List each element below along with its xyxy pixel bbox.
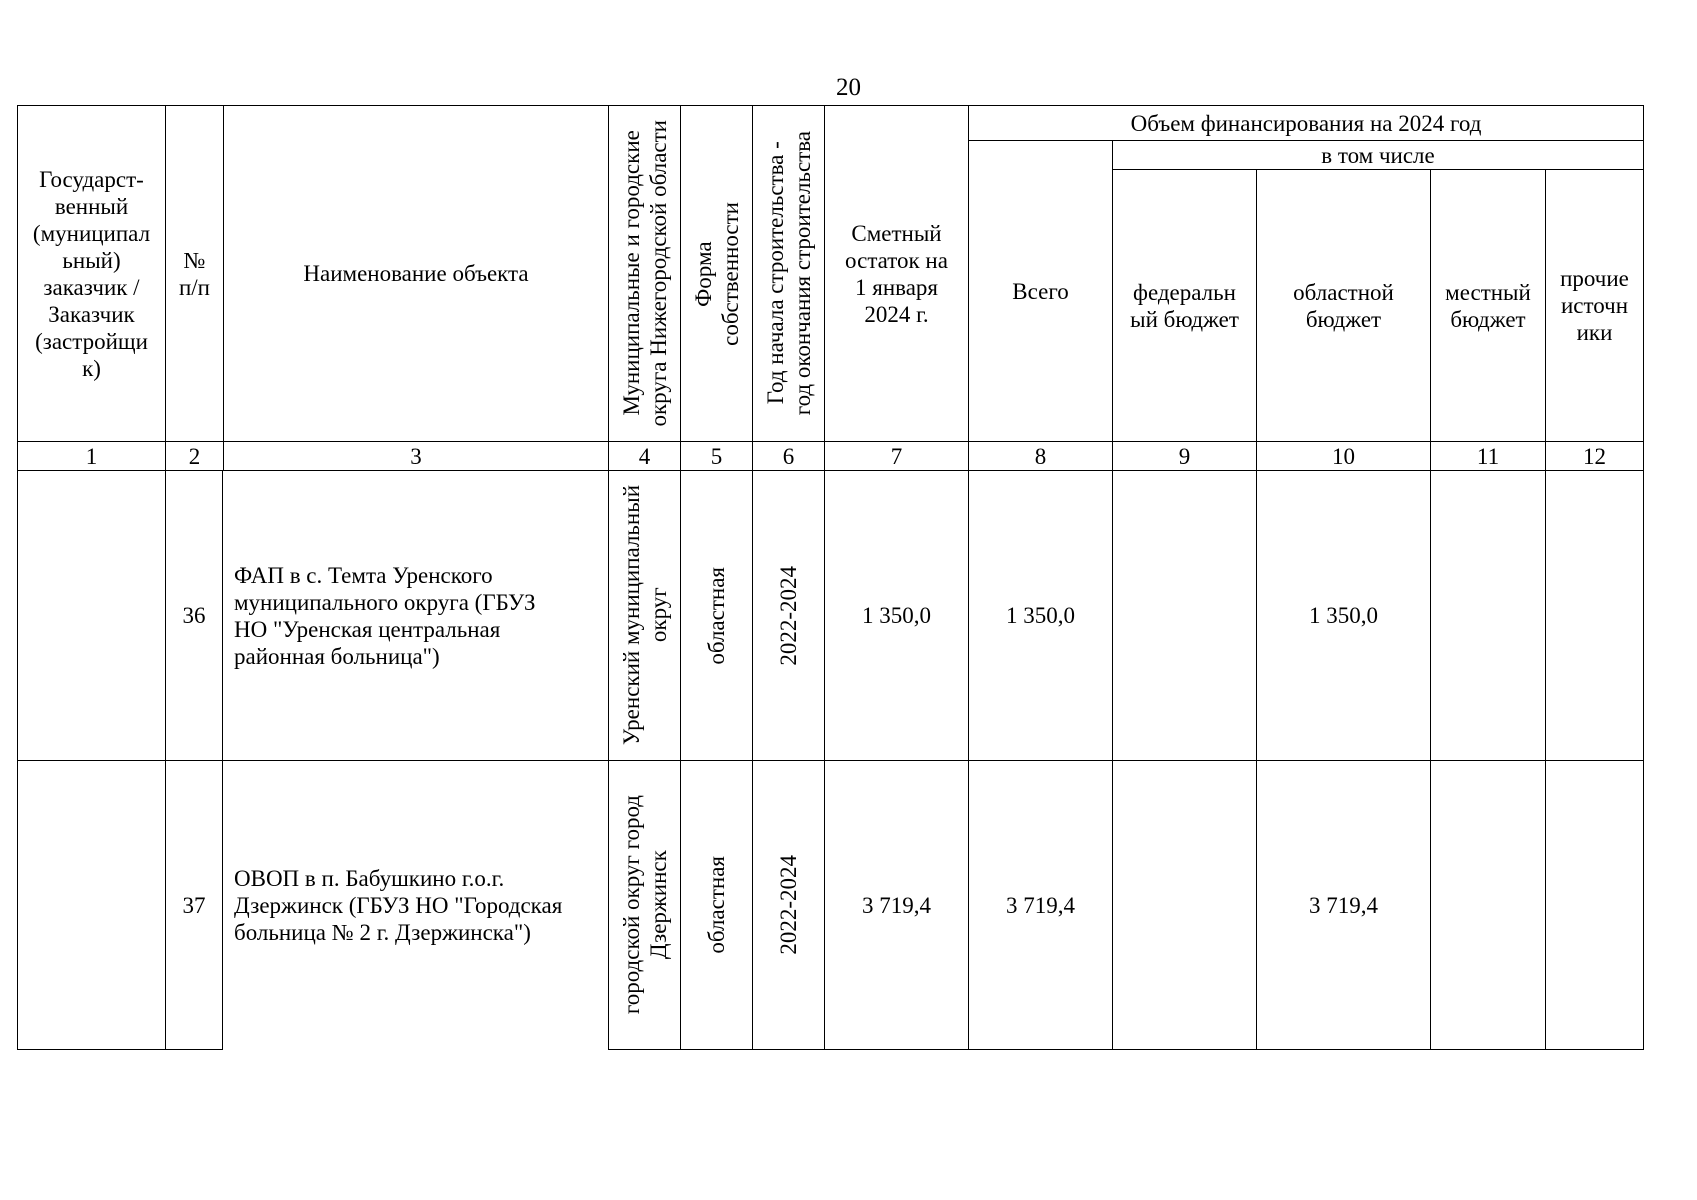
header-customer: Государст- венный (муниципал ьный) заказчик / Заказчик (застройщи к) (17, 105, 165, 441)
row-other-sources (1545, 470, 1644, 760)
header-regional-budget: областной бюджет (1256, 169, 1430, 441)
column-number: 8 (968, 441, 1112, 470)
column-number: 5 (680, 441, 752, 470)
row-total: 3 719,4 (968, 760, 1112, 1050)
column-number: 12 (1545, 441, 1644, 470)
row-object-name: ОВОП в п. Бабушкино г.о.г. Дзержинск (ГБУЗ НО "Городская больница № 2 г. Дзержинска") (223, 760, 608, 1050)
row-object-name: ФАП в с. Темта Уренского муниципального округа (ГБУЗ НО "Уренская центральная районная больница") (223, 470, 608, 760)
row-local-budget (1430, 470, 1545, 760)
row-construction-years: 2022-2024 (752, 470, 824, 760)
header-construction-years: Год начала строительства - год окончания строительства (752, 105, 824, 441)
page-number: 20 (836, 74, 861, 101)
row-estimate-balance: 3 719,4 (824, 760, 968, 1050)
column-number: 4 (608, 441, 680, 470)
row-ownership: областная (680, 470, 752, 760)
row-federal-budget (1112, 470, 1256, 760)
row-num: 37 (165, 760, 223, 1050)
row-regional-budget: 1 350,0 (1256, 470, 1430, 760)
row-regional-budget: 3 719,4 (1256, 760, 1430, 1050)
header-total: Всего (968, 140, 1112, 441)
row-municipal: Уренский муниципальный округ (608, 470, 680, 760)
row-local-budget (1430, 760, 1545, 1050)
row-municipal: городской округ город Дзержинск (608, 760, 680, 1050)
row-ownership: областная (680, 760, 752, 1050)
row-customer (17, 470, 165, 760)
column-number: 7 (824, 441, 968, 470)
header-ownership: Форма собственности (680, 105, 752, 441)
header-other-sources: прочие источн ики (1545, 169, 1644, 441)
header-federal-budget: федеральн ый бюджет (1112, 169, 1256, 441)
row-estimate-balance: 1 350,0 (824, 470, 968, 760)
row-federal-budget (1112, 760, 1256, 1050)
header-municipal: Муниципальные и городские округа Нижегородской области (608, 105, 680, 441)
row-construction-years: 2022-2024 (752, 760, 824, 1050)
row-num: 36 (165, 470, 223, 760)
header-funding-2024: Объем финансирования на 2024 год (968, 105, 1644, 140)
column-number: 11 (1430, 441, 1545, 470)
header-local-budget: местный бюджет (1430, 169, 1545, 441)
header-estimate-balance: Сметный остаток на 1 января 2024 г. (824, 105, 968, 441)
column-number: 2 (165, 441, 223, 470)
column-number: 9 (1112, 441, 1256, 470)
row-total: 1 350,0 (968, 470, 1112, 760)
header-including: в том числе (1112, 140, 1644, 169)
header-num: № п/п (165, 105, 223, 441)
column-number: 1 (17, 441, 165, 470)
row-customer (17, 760, 165, 1050)
column-number: 6 (752, 441, 824, 470)
row-other-sources (1545, 760, 1644, 1050)
column-number: 10 (1256, 441, 1430, 470)
header-object-name: Наименование объекта (223, 105, 608, 441)
column-number: 3 (223, 441, 608, 470)
